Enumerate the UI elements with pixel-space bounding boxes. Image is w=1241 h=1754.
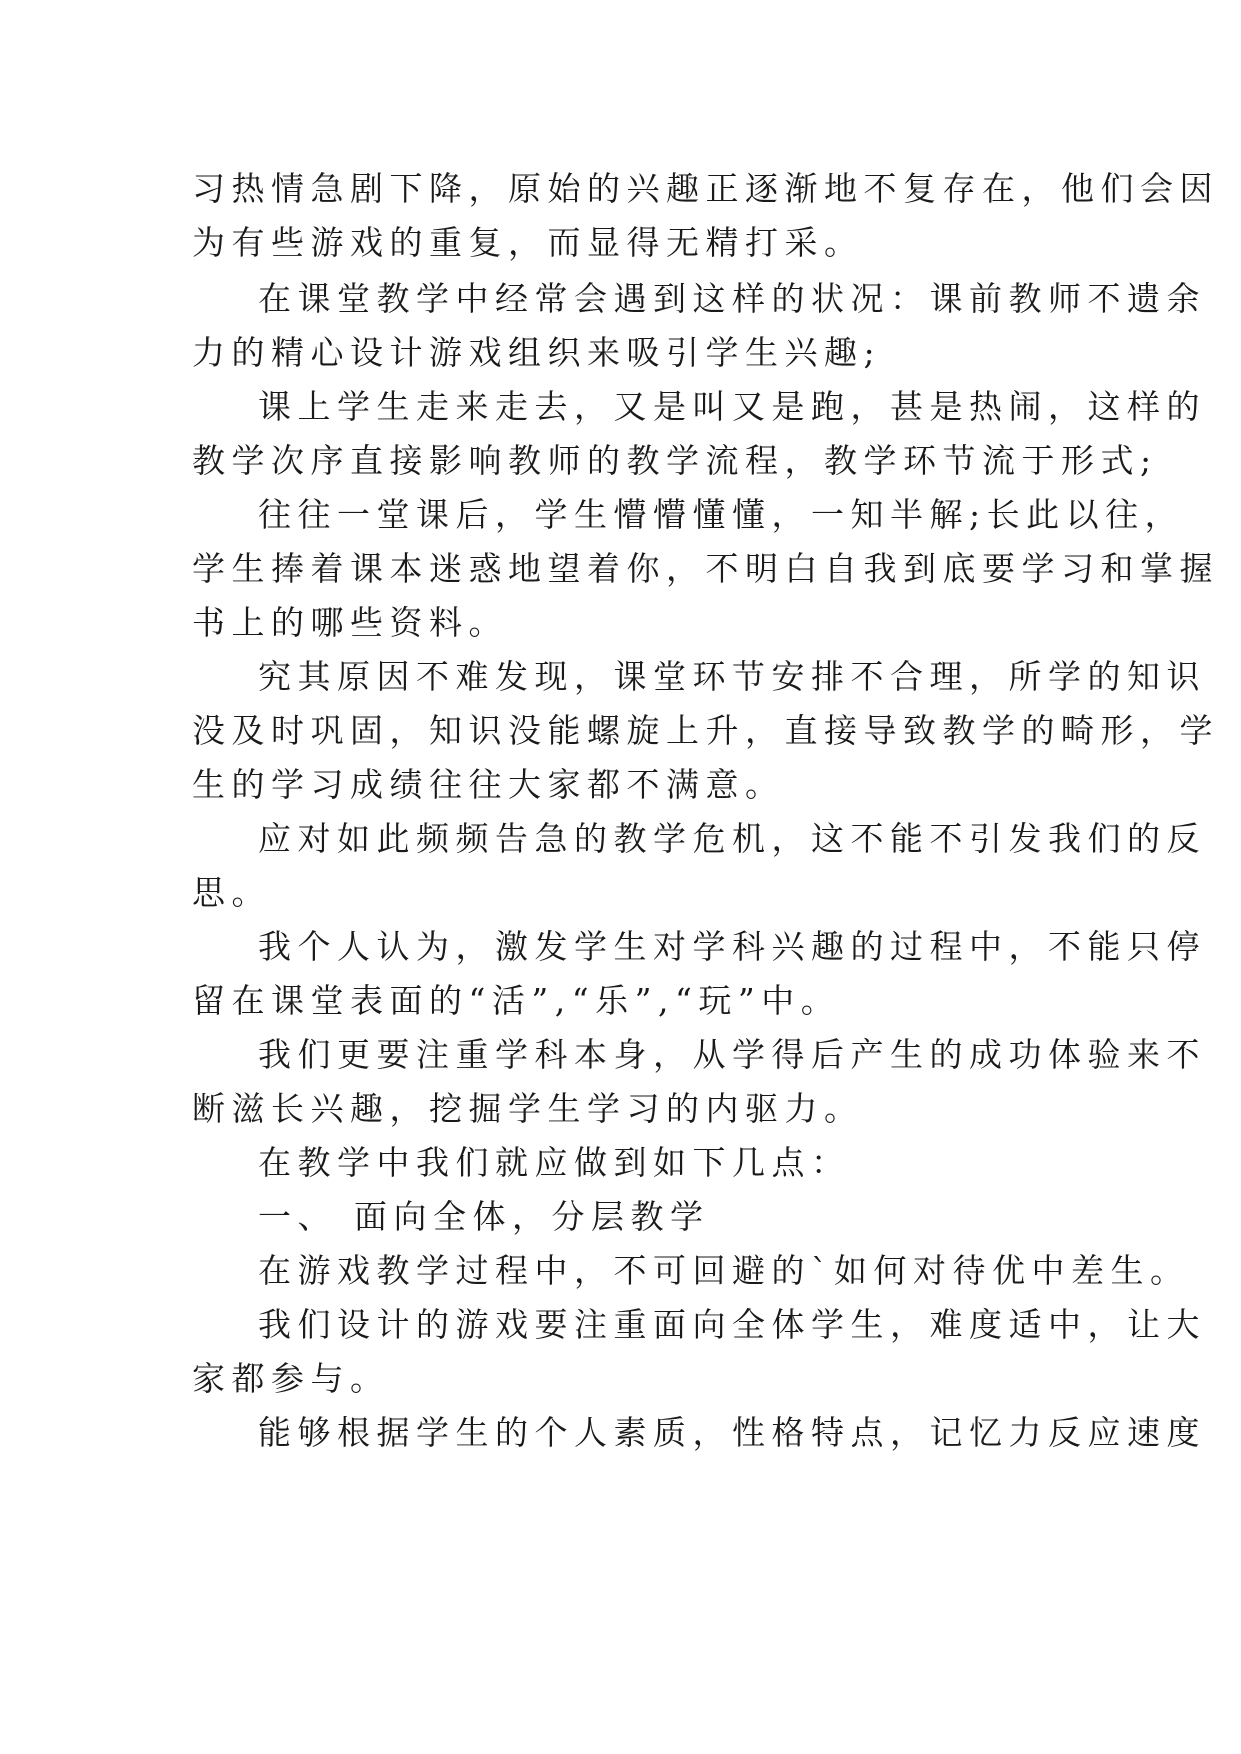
- paragraph-start-line: 课上学生走来走去，又是叫又是跑，甚是热闹，这样的: [258, 387, 1206, 426]
- section-heading: 一、 面向全体，分层教学: [258, 1197, 710, 1236]
- paragraph-start-line: 往往一堂课后，学生懵懵懂懂，一知半解;长此以往，: [258, 495, 1185, 534]
- paragraph-start-line: 在教学中我们就应做到如下几点：: [258, 1143, 851, 1182]
- paragraph-start-line: 在游戏教学过程中，不可回避的`如何对待优中差生。: [258, 1251, 1190, 1290]
- paragraph-start-line: 我个人认为，激发学生对学科兴趣的过程中，不能只停: [258, 927, 1206, 966]
- paragraph-start-line: 我们设计的游戏要注重面向全体学生，难度适中，让大: [258, 1305, 1206, 1344]
- paragraph-start-line: 在课堂教学中经常会遇到这样的状况：课前教师不遗余: [258, 279, 1206, 318]
- paragraph-start-line: 应对如此频频告急的教学危机，这不能不引发我们的反: [258, 819, 1206, 858]
- text-line: 学生捧着课本迷惑地望着你，不明白自我到底要学习和掌握: [192, 549, 1219, 588]
- text-line: 没及时巩固，知识没能螺旋上升，直接导致教学的畸形，学: [192, 711, 1219, 750]
- paragraph-start-line: 能够根据学生的个人素质，性格特点，记忆力反应速度: [258, 1413, 1206, 1452]
- text-line: 断滋长兴趣，挖掘学生学习的内驱力。: [192, 1089, 864, 1128]
- text-line: 生的学习成绩往往大家都不满意。: [192, 765, 785, 804]
- text-line: 习热情急剧下降，原始的兴趣正逐渐地不复存在，他们会因: [192, 169, 1219, 208]
- text-line: 家都参与。: [192, 1359, 390, 1398]
- text-line: 力的精心设计游戏组织来吸引学生兴趣;: [192, 333, 882, 372]
- text-line: 思。: [192, 873, 271, 912]
- paragraph-start-line: 究其原因不难发现，课堂环节安排不合理，所学的知识: [258, 657, 1206, 696]
- text-line: 为有些游戏的重复，而显得无精打采。: [192, 223, 864, 262]
- paragraph-start-line: 我们更要注重学科本身，从学得后产生的成功体验来不: [258, 1035, 1206, 1074]
- text-line: 教学次序直接影响教师的教学流程，教学环节流于形式;: [192, 441, 1158, 480]
- text-line: 书上的哪些资料。: [192, 603, 508, 642]
- text-line: 留在课堂表面的“活”,“乐”,“玩”中。: [192, 981, 841, 1020]
